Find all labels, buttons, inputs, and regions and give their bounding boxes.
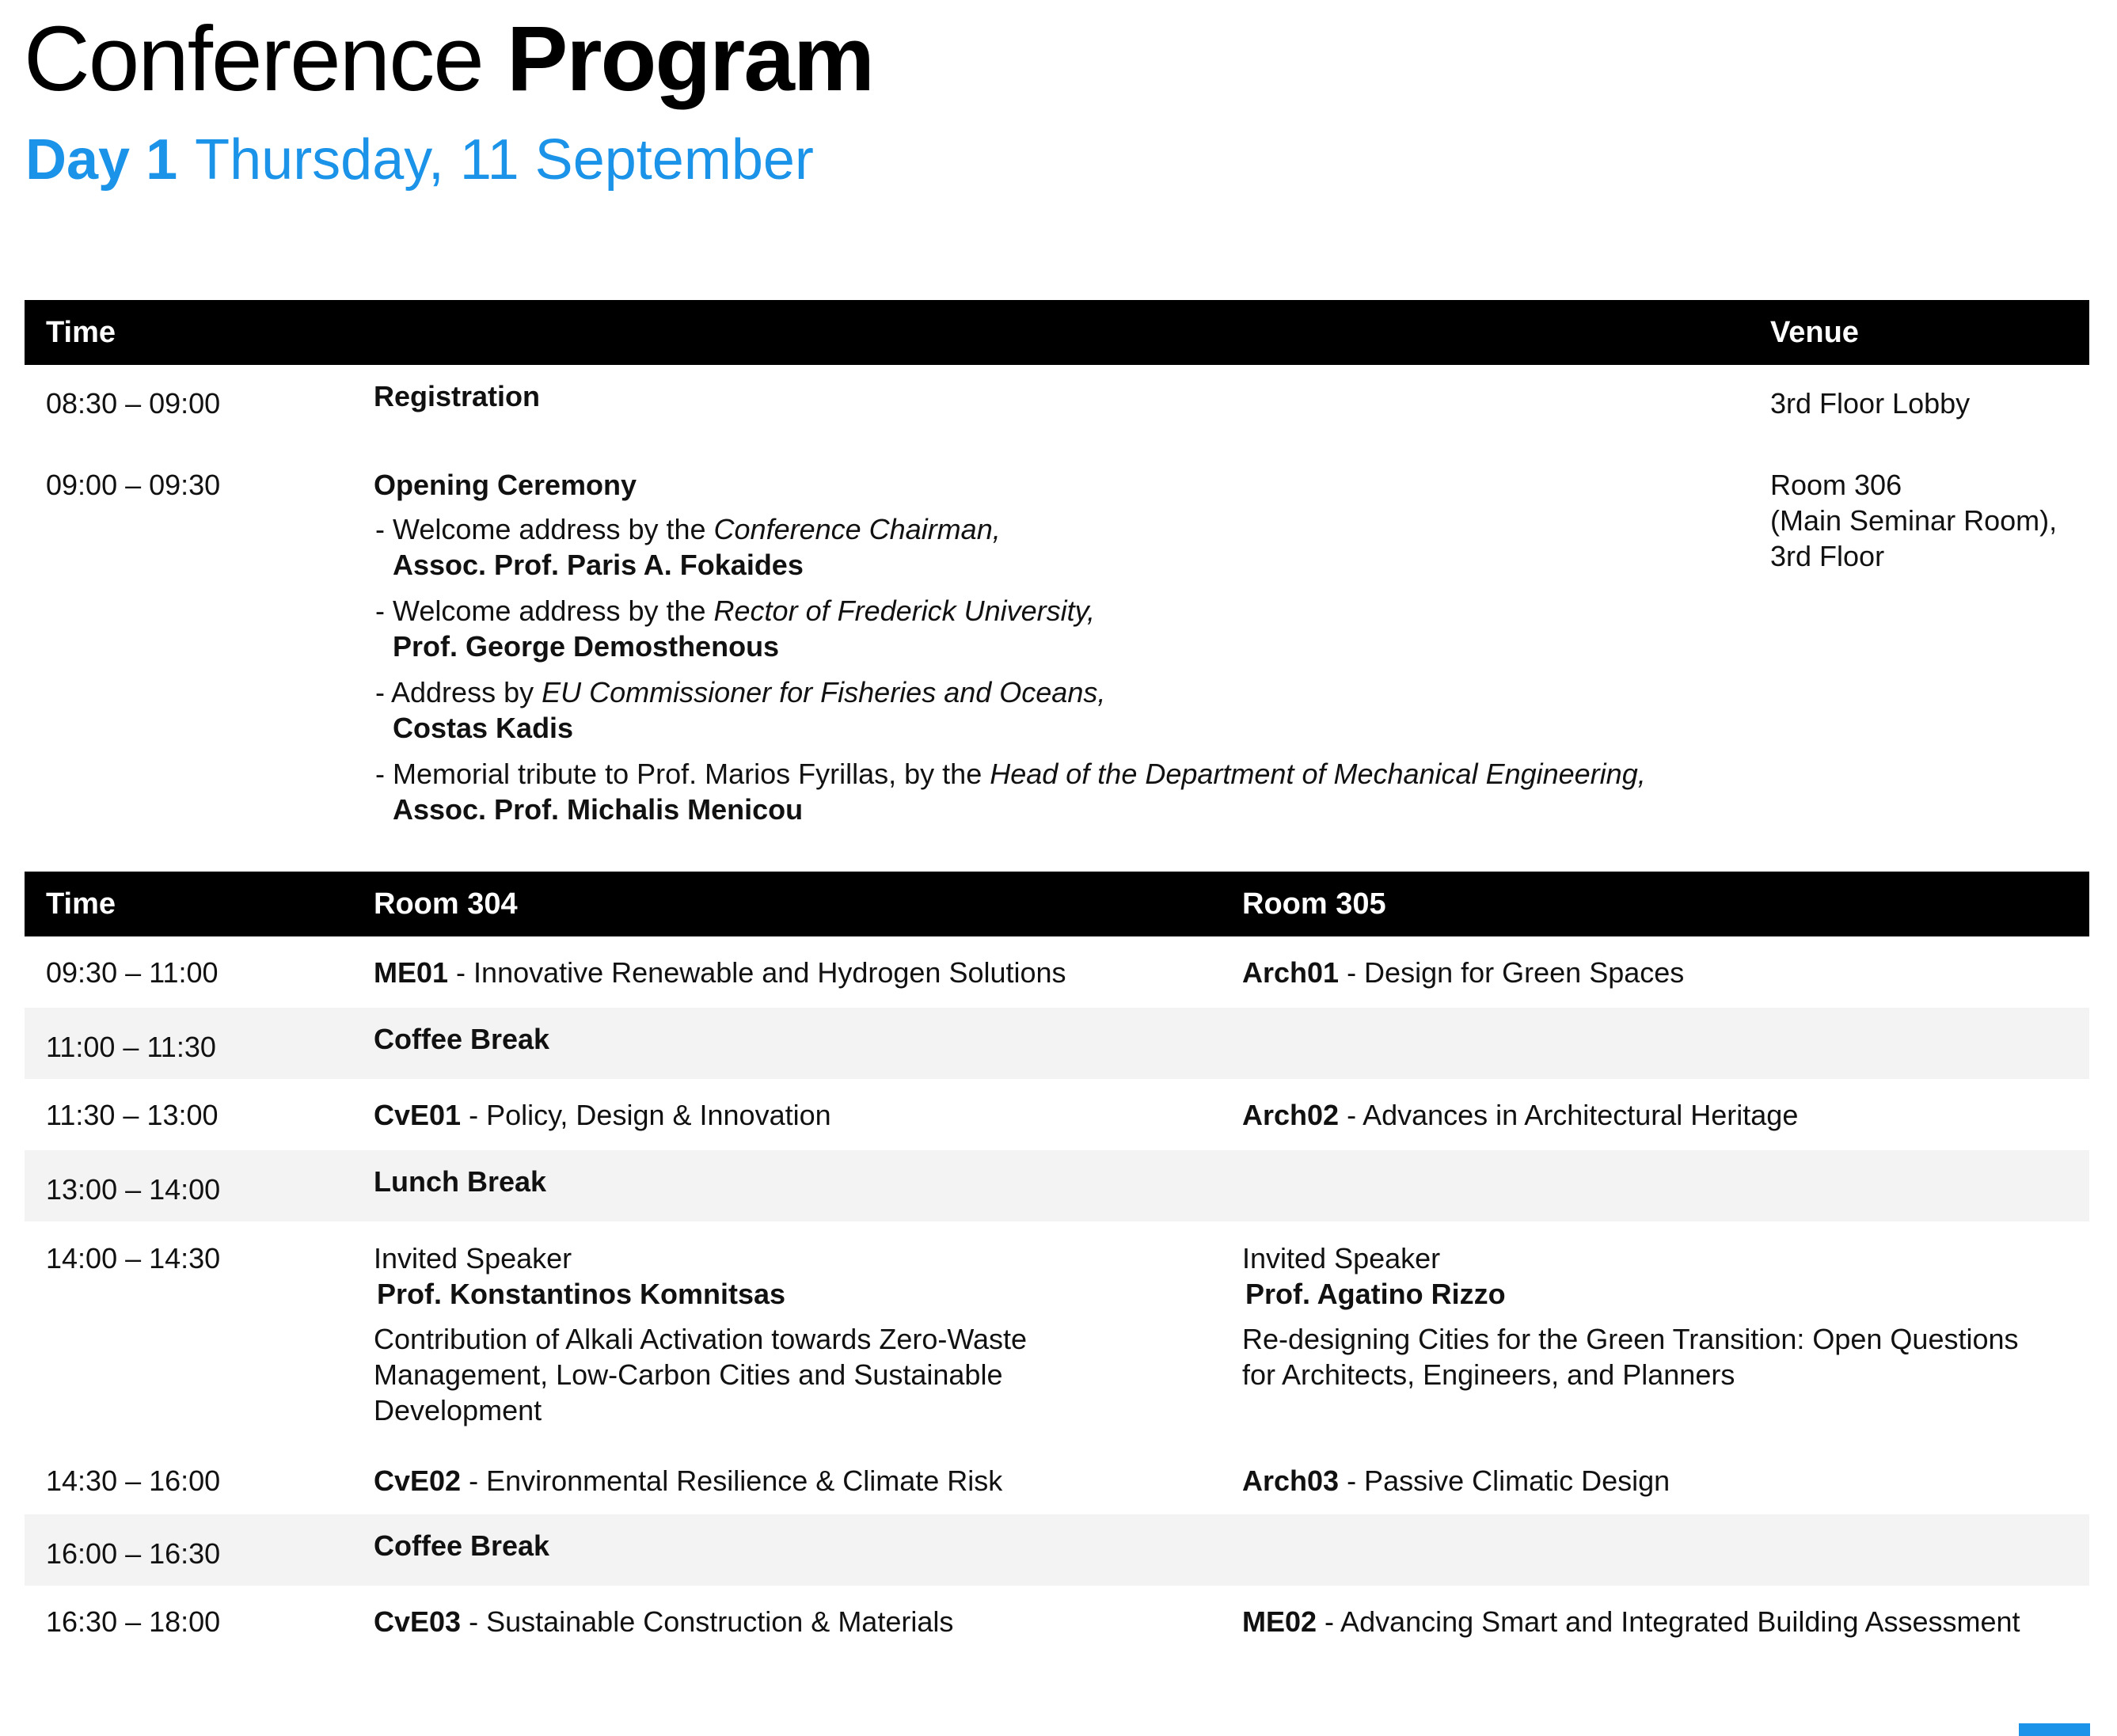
session-room-304 — [374, 1097, 831, 1133]
item-speaker: Assoc. Prof. Paris A. Fokaides — [393, 549, 804, 581]
item-prefix: - Welcome address by the — [375, 594, 714, 627]
table-row — [25, 1586, 2089, 1657]
talk-line: Re-designing Cities for the Green Transition: Open Questions — [1242, 1323, 2019, 1355]
item-speaker: Costas Kadis — [393, 712, 574, 744]
row-time: 14:00 – 14:30 — [46, 1242, 221, 1274]
row-time: 16:00 – 16:30 — [46, 1537, 221, 1570]
table-row — [25, 1221, 2089, 1435]
page-title — [24, 3, 873, 114]
table-row — [25, 936, 2089, 1008]
opening-title: Opening Ceremony — [374, 469, 637, 501]
opening-item — [375, 756, 1646, 827]
header-room-304: Room 304 — [374, 887, 518, 921]
item-prefix: - Memorial tribute to Prof. Marios Fyrillas, by the — [375, 758, 990, 790]
table1-header — [25, 300, 2089, 365]
invited-name: Prof. Agatino Rizzo — [1245, 1278, 1506, 1310]
session-code: CvE01 — [374, 1099, 462, 1131]
item-prefix: - Address by — [375, 676, 542, 708]
invited-speaker-room-305 — [1242, 1240, 2019, 1392]
session-room-304 — [374, 1604, 953, 1639]
session-room-305 — [1242, 1463, 1670, 1499]
day-label: Day 1 — [25, 128, 178, 192]
talk-line: Contribution of Alkali Activation towards Zero-Waste — [374, 1323, 1028, 1355]
break-label: Coffee Break — [374, 1023, 550, 1055]
invited-label: Invited Speaker — [1242, 1242, 1441, 1274]
session-title: - Advancing Smart and Integrated Building Assessment — [1317, 1605, 2020, 1638]
table-row — [25, 1150, 2089, 1221]
session-title: - Sustainable Construction & Materials — [461, 1605, 954, 1638]
table2-header — [25, 872, 2089, 936]
session-room-304 — [374, 955, 1066, 990]
item-role: EU Commissioner for Fisheries and Oceans, — [542, 676, 1106, 708]
session-title: - Advances in Architectural Heritage — [1339, 1099, 1799, 1131]
session-code: CvE03 — [374, 1605, 462, 1638]
item-speaker: Assoc. Prof. Michalis Menicou — [393, 793, 804, 826]
session-code: Arch02 — [1242, 1099, 1340, 1131]
header-venue: Venue — [1770, 316, 1859, 349]
row-time: 14:30 – 16:00 — [46, 1464, 221, 1497]
day-date: Thursday, 11 September — [195, 128, 814, 192]
session-room-305 — [1242, 1604, 2020, 1639]
venue-line: (Main Seminar Room), — [1770, 504, 2058, 537]
day-heading — [25, 120, 814, 199]
opening-time: 09:00 – 09:30 — [46, 469, 221, 501]
invited-speaker-room-304 — [374, 1240, 1027, 1428]
session-title: - Passive Climatic Design — [1339, 1464, 1670, 1497]
row-time: 11:00 – 11:30 — [46, 1031, 216, 1063]
item-speaker: Prof. George Demosthenous — [393, 630, 780, 663]
session-code: CvE02 — [374, 1464, 462, 1497]
corner-accent-bar — [2019, 1723, 2090, 1736]
registration-venue: 3rd Floor Lobby — [1770, 387, 1971, 420]
invited-name: Prof. Konstantinos Komnitsas — [377, 1278, 786, 1310]
session-code: ME02 — [1242, 1605, 1317, 1638]
row-time: 13:00 – 14:00 — [46, 1173, 221, 1206]
item-role: Rector of Frederick University, — [713, 594, 1095, 627]
opening-item — [375, 511, 1001, 583]
header-room-305: Room 305 — [1242, 887, 1386, 921]
header-time: Time — [46, 316, 116, 349]
item-role: Conference Chairman, — [713, 513, 1001, 545]
invited-label: Invited Speaker — [374, 1242, 572, 1274]
item-role: Head of the Department of Mechanical Engineering, — [990, 758, 1646, 790]
opening-venue — [1770, 467, 2057, 574]
session-code: ME01 — [374, 956, 449, 989]
talk-line: Management, Low-Carbon Cities and Sustainable — [374, 1358, 1003, 1391]
title-light: Conference — [24, 7, 483, 110]
registration-time: 08:30 – 09:00 — [46, 387, 221, 420]
table-row — [25, 1079, 2089, 1150]
row-time: 16:30 – 18:00 — [46, 1605, 221, 1638]
talk-line: for Architects, Engineers, and Planners — [1242, 1358, 1735, 1391]
session-code: Arch03 — [1242, 1464, 1340, 1497]
opening-item — [375, 593, 1095, 664]
session-code: Arch01 — [1242, 956, 1340, 989]
table-row — [25, 1008, 2089, 1079]
registration-title: Registration — [374, 380, 541, 412]
session-title: - Policy, Design & Innovation — [461, 1099, 831, 1131]
table-row — [25, 1514, 2089, 1586]
session-room-304 — [374, 1463, 1002, 1499]
break-label: Lunch Break — [374, 1165, 547, 1198]
session-room-305 — [1242, 955, 1684, 990]
session-title: - Environmental Resilience & Climate Risk — [461, 1464, 1003, 1497]
opening-item — [375, 674, 1105, 746]
session-title: - Design for Green Spaces — [1339, 956, 1685, 989]
title-bold: Program — [506, 7, 873, 110]
header-time: Time — [46, 887, 116, 921]
talk-line: Development — [374, 1394, 542, 1426]
session-room-305 — [1242, 1097, 1798, 1133]
session-title: - Innovative Renewable and Hydrogen Solutions — [448, 956, 1066, 989]
row-time: 09:30 – 11:00 — [46, 956, 219, 989]
row-time: 11:30 – 13:00 — [46, 1099, 219, 1131]
venue-line: 3rd Floor — [1770, 540, 1885, 572]
item-prefix: - Welcome address by the — [375, 513, 714, 545]
venue-line: Room 306 — [1770, 469, 1902, 501]
break-label: Coffee Break — [374, 1529, 550, 1562]
table-row — [25, 1435, 2089, 1514]
